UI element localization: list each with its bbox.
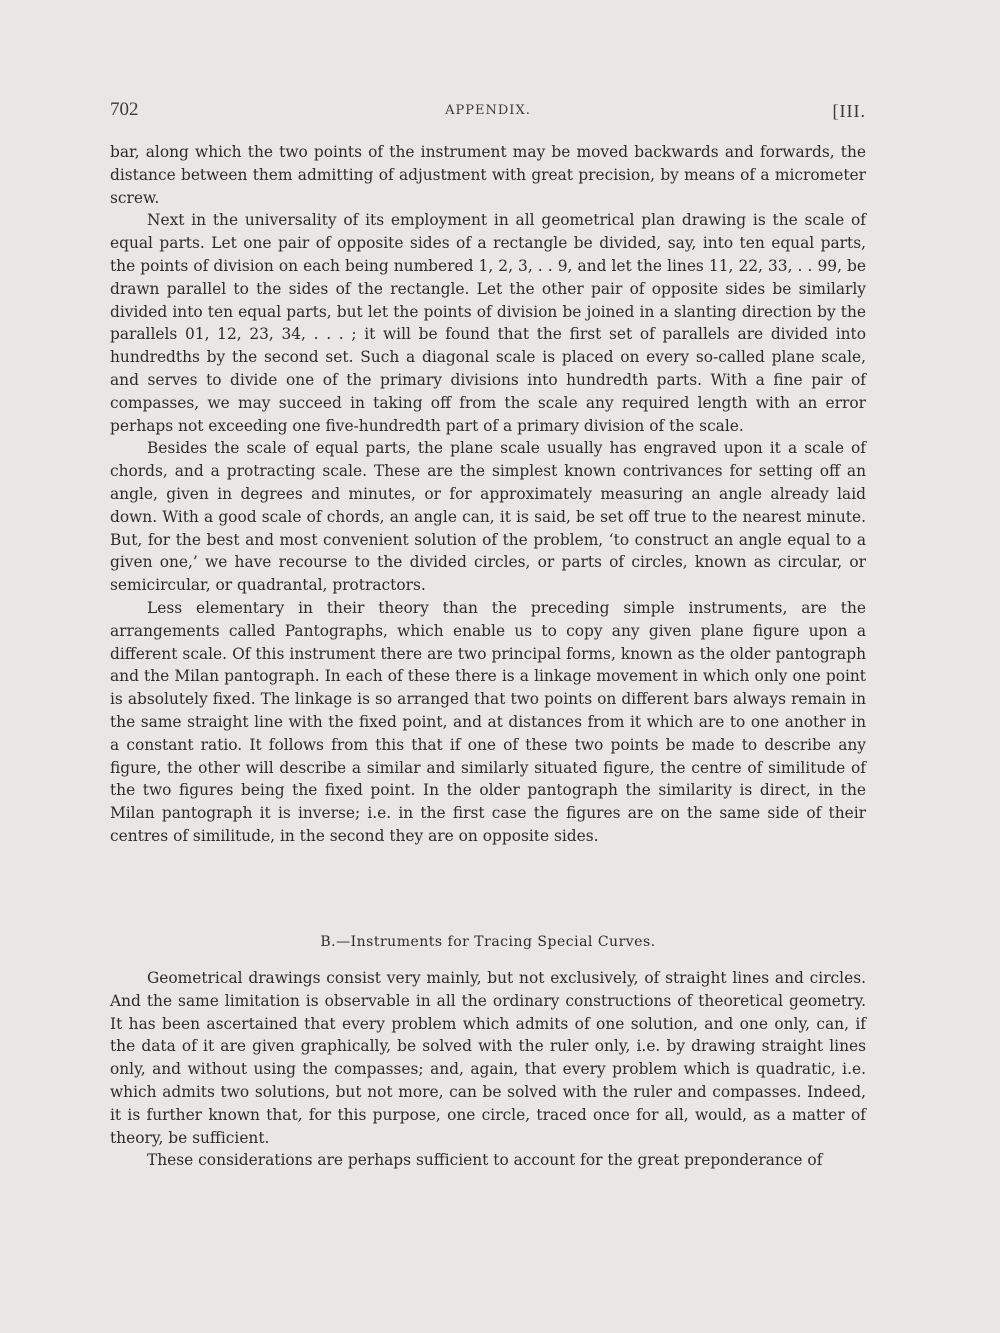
paragraph: Less elementary in their theory than the preceding simple instruments, are the arrangements called Pantographs, which enable us to copy any given plane figure upon a different scale. Of this instrument there are two principal forms, known as the older pantograph and the Milan pantograph. In each of these there is a linkage movement in which only one point is absolutely fixed. The linkage is so arranged that two points on different bars always remain in the same straight line with the fixed point, and at distances from it which are to one another in a constant ratio. It follows from this that if one of these two points be made to describe any figure, the other will describe a similar and similarly situated figure, the centre of similitude of the two figures being the fixed point. In the older pantograph the similarity is direct, in the Milan pantograph it is inverse; i.e. in the first case the figures are on the same side of their centres of similitude, in the second they are on opposite sides.: [110, 598, 866, 845]
body-text: [110, 141, 866, 848]
section-heading: B.—Instruments for Tracing Special Curves.: [320, 934, 656, 950]
paragraph: These considerations are perhaps sufficient to account for the great preponderance of: [147, 1151, 823, 1170]
section-mark: [III.: [832, 101, 866, 121]
paragraph: Besides the scale of equal parts, the plane scale usually has engraved upon it a scale of chords, and a protracting scale. These are the simplest known contrivances for setting off an angle, given in degrees and minutes, or for approximately measuring an angle already laid down. With a good scale of chords, an angle can, it is said, be set off true to the nearest minute. But, for the best and most convenient solution of the problem, ‘to construct an angle equal to a given one,’ we have recourse to the divided circles, or parts of circles, known as circular, or semicircular, or quadrantal, protractors.: [110, 439, 866, 595]
paragraph: Geometrical drawings consist very mainly, but not exclusively, of straight lines and circles. And the same limitation is observable in all the ordinary constructions of theoretical geometry. It has been ascertained that every problem which admits of one solution, and one only, can, if the data of it are given graphically, be solved with the ruler only, i.e. by drawing straight lines only, and without using the compasses; and, again, that every problem which is quadratic, i.e. which admits two solutions, but not more, can be solved with the ruler and compasses. Indeed, it is further known that, for this purpose, one circle, traced once for all, would, as a matter of theory, be sufficient.: [110, 969, 866, 1147]
paragraph: bar, along which the two points of the instrument may be moved backwards and forwards, the distance between them admitting of adjustment with great precision, by means of a micrometer screw.: [110, 143, 866, 207]
page-header: [110, 97, 866, 127]
section-body-text: [110, 967, 866, 1172]
page-number: 702: [110, 99, 139, 120]
running-head: APPENDIX.: [445, 103, 531, 118]
paragraph: Next in the universality of its employment in all geometrical plan drawing is the scale of equal parts. Let one pair of opposite sides of a rectangle be divided, say, into ten equal parts, the points of division on each being numbered 1, 2, 3, . . 9, and let the lines 11, 22, 33, . . 99, be drawn parallel to the sides of the rectangle. Let the other pair of opposite sides be similarly divided into ten equal parts, but let the points of division be joined in a slanting direction by the parallels 01, 12, 23, 34, . . . ; it will be found that the first set of parallels are divided into hundredths by the second set. Such a diagonal scale is placed on every so-called plane scale, and serves to divide one of the primary divisions into hundredth parts. With a fine pair of compasses, we may succeed in taking off from the scale any required length with an error perhaps not exceeding one five-hundredth part of a primary division of the scale.: [110, 211, 866, 435]
